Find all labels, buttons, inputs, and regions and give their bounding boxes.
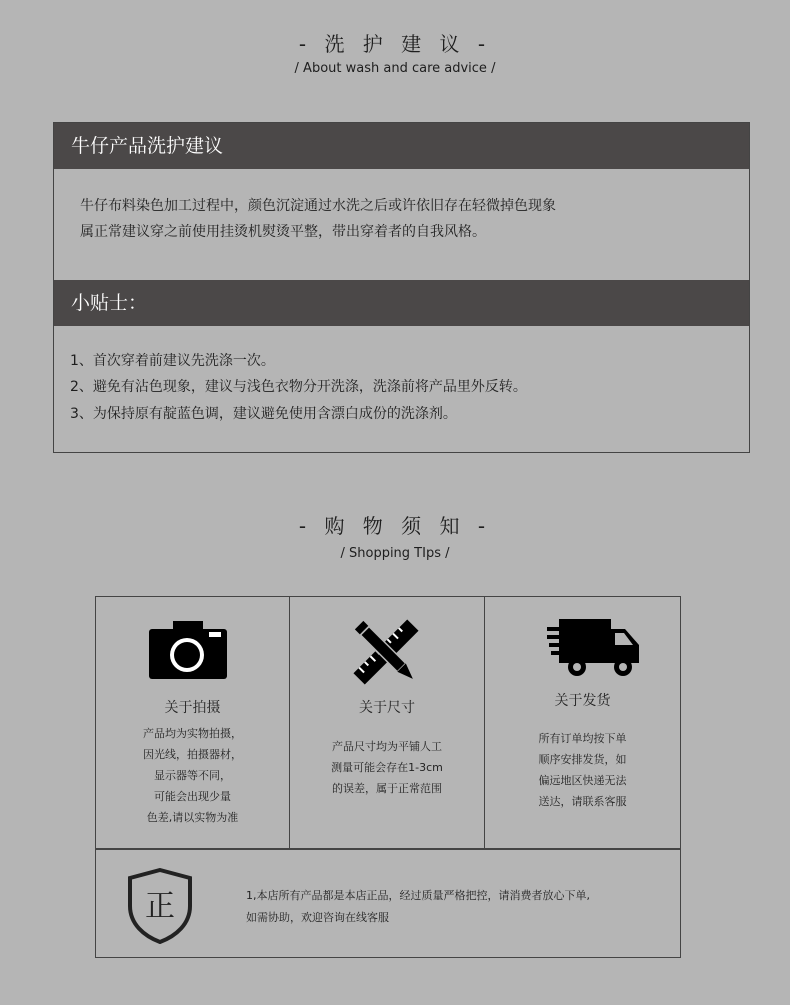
svg-text:正: 正 xyxy=(145,889,175,924)
care-header: 牛仔产品洗护建议 xyxy=(54,123,749,169)
tip-line: 2、避免有沾色现象，建议与浅色衣物分开洗涤，洗涤前将产品里外反转。 xyxy=(70,379,527,395)
photo-title: 关于拍摄 xyxy=(164,700,221,716)
guarantee-line: 1,本店所有产品都是本店正品，经过质量严格把控，请消费者放心下单, xyxy=(246,889,590,902)
photo-info-cell xyxy=(96,597,289,850)
tip-line: 3、为保持原有靛蓝色调，建议避免使用含漂白成份的洗涤剂。 xyxy=(70,406,457,422)
photo-text: 产品均为实物拍摄， 因光线，拍摄器材， 显示器等不同， 可能会出现少量 色差,请以实物为准 xyxy=(143,727,242,824)
camera-icon xyxy=(149,621,227,679)
tip-line: 1、首次穿着前建议先洗涤一次。 xyxy=(70,353,275,369)
shopping-tips-grid xyxy=(95,596,681,958)
shipping-text: 所有订单均按下单 顺序安排发货，如 偏远地区快递无法 送达，请联系客服 xyxy=(538,732,627,808)
tips-header: 小贴士： xyxy=(54,280,749,326)
shopping-section-title: - 购 物 须 知 - xyxy=(298,514,492,538)
size-info-cell xyxy=(290,597,484,850)
shipping-title: 关于发货 xyxy=(554,693,611,709)
size-title: 关于尺寸 xyxy=(359,700,415,716)
shipping-info-cell xyxy=(485,597,680,850)
care-advice-box xyxy=(53,122,750,453)
shopping-section-subtitle: / Shopping TIps / xyxy=(340,546,450,561)
ruler-pencil-icon xyxy=(350,619,422,685)
authentic-shield-icon xyxy=(126,868,194,944)
wash-section-title: - 洗 护 建 议 - xyxy=(298,32,492,56)
delivery-truck-icon xyxy=(547,619,641,677)
guarantee-line: 如需协助，欢迎咨询在线客服 xyxy=(246,911,389,924)
care-line: 属正常建议穿之前使用挂烫机熨烫平整，带出穿着者的自我风格。 xyxy=(80,224,486,240)
wash-section-subtitle: / About wash and care advice / xyxy=(294,61,496,76)
care-line: 牛仔布料染色加工过程中，颜色沉淀通过水洗之后或许依旧存在轻微掉色现象 xyxy=(80,198,556,214)
size-text: 产品尺寸均为平铺人工 测量可能会存在1-3cm 的误差，属于正常范围 xyxy=(331,740,443,795)
